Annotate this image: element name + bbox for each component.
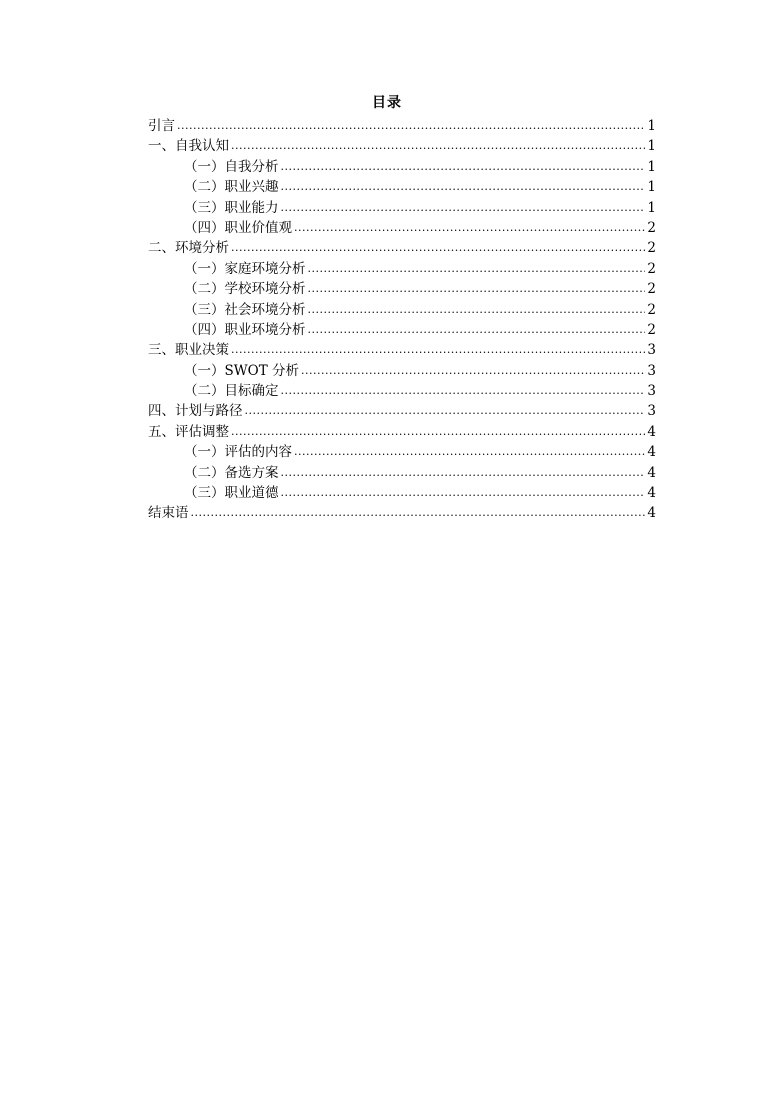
toc-page-number: 4 (647, 485, 656, 502)
toc-page-number: 4 (647, 464, 656, 481)
toc-entry-label: （一）SWOT 分析 (184, 362, 299, 379)
toc-entry[interactable] (148, 116, 656, 136)
toc-dot-leader (231, 422, 645, 442)
toc-entry[interactable] (148, 259, 656, 279)
toc-entry[interactable] (148, 361, 656, 381)
toc-dot-leader (281, 157, 646, 177)
toc-entry[interactable] (148, 483, 656, 503)
toc-page-number: 1 (647, 118, 656, 134)
toc-dot-leader (308, 300, 646, 320)
toc-entry-label: （一）评估的内容 (184, 444, 292, 461)
toc-entry-label: 引言 (148, 118, 175, 134)
toc-dot-leader (231, 136, 645, 156)
toc-entry[interactable] (148, 177, 656, 197)
toc-entry[interactable] (148, 157, 656, 177)
toc-entry[interactable] (148, 422, 656, 442)
toc-entry-label: 四、计划与路径 (148, 403, 243, 420)
toc-entry[interactable] (148, 442, 656, 462)
toc-page-number: 4 (647, 423, 656, 440)
toc-entry-label: （四）职业价值观 (184, 219, 292, 236)
toc-entry-label: 三、职业决策 (148, 342, 229, 359)
toc-entry[interactable] (148, 198, 656, 218)
toc-page-number: 2 (647, 321, 656, 338)
toc-page-number: 1 (647, 199, 656, 216)
toc-page-number: 1 (647, 138, 656, 155)
toc-entry-label: （三）社会环境分析 (184, 301, 306, 318)
toc-dot-leader (308, 279, 646, 299)
toc-page-number: 2 (647, 301, 656, 318)
toc-entry-label: 五、评估调整 (148, 423, 229, 440)
toc-dot-leader (308, 259, 646, 279)
toc-entry[interactable] (148, 238, 656, 258)
toc-page-number: 4 (647, 444, 656, 461)
toc-dot-leader (191, 503, 646, 523)
toc-entry-label: （三）职业道德 (184, 485, 279, 502)
table-of-contents (148, 116, 656, 524)
toc-entry[interactable] (148, 218, 656, 238)
toc-dot-leader (281, 198, 646, 218)
toc-entry-label: 结束语 (148, 505, 189, 522)
toc-dot-leader (177, 116, 645, 136)
toc-entry-label: （二）备选方案 (184, 464, 279, 481)
toc-title: 目录 (372, 95, 402, 111)
toc-entry-label: （二）目标确定 (184, 383, 279, 400)
toc-page-number: 3 (647, 362, 656, 379)
toc-page-number: 4 (647, 505, 656, 522)
toc-page-number: 1 (647, 179, 656, 196)
toc-entry[interactable] (148, 320, 656, 340)
toc-entry[interactable] (148, 401, 656, 421)
toc-entry[interactable] (148, 136, 656, 156)
toc-page-number: 2 (647, 260, 656, 277)
toc-entry-label: （二）职业兴趣 (184, 179, 279, 196)
toc-dot-leader (294, 442, 645, 462)
toc-dot-leader (231, 340, 645, 360)
toc-page-number: 3 (647, 342, 656, 359)
toc-entry-label: （四）职业环境分析 (184, 321, 306, 338)
toc-entry[interactable] (148, 300, 656, 320)
toc-dot-leader (308, 320, 646, 340)
toc-dot-leader (281, 463, 646, 483)
toc-entry-label: （三）职业能力 (184, 199, 279, 216)
toc-entry[interactable] (148, 279, 656, 299)
toc-entry-label: （一）家庭环境分析 (184, 260, 306, 277)
toc-page-number: 3 (647, 403, 656, 420)
toc-entry-label: （一）自我分析 (184, 158, 279, 175)
toc-dot-leader (301, 361, 645, 381)
toc-entry[interactable] (148, 381, 656, 401)
toc-page-number: 2 (647, 240, 656, 257)
toc-dot-leader (231, 238, 645, 258)
toc-dot-leader (245, 401, 646, 421)
toc-page-number: 3 (647, 383, 656, 400)
toc-entry-label: （二）学校环境分析 (184, 281, 306, 298)
toc-dot-leader (294, 218, 645, 238)
toc-entry[interactable] (148, 463, 656, 483)
toc-entry[interactable] (148, 503, 656, 523)
toc-entry-label: 二、环境分析 (148, 240, 229, 257)
toc-page-number: 2 (647, 281, 656, 298)
toc-dot-leader (281, 381, 646, 401)
toc-page-number: 1 (647, 158, 656, 175)
toc-entry[interactable] (148, 340, 656, 360)
toc-dot-leader (281, 483, 646, 503)
toc-entry-label: 一、自我认知 (148, 138, 229, 155)
toc-page-number: 2 (647, 219, 656, 236)
toc-dot-leader (281, 177, 646, 197)
